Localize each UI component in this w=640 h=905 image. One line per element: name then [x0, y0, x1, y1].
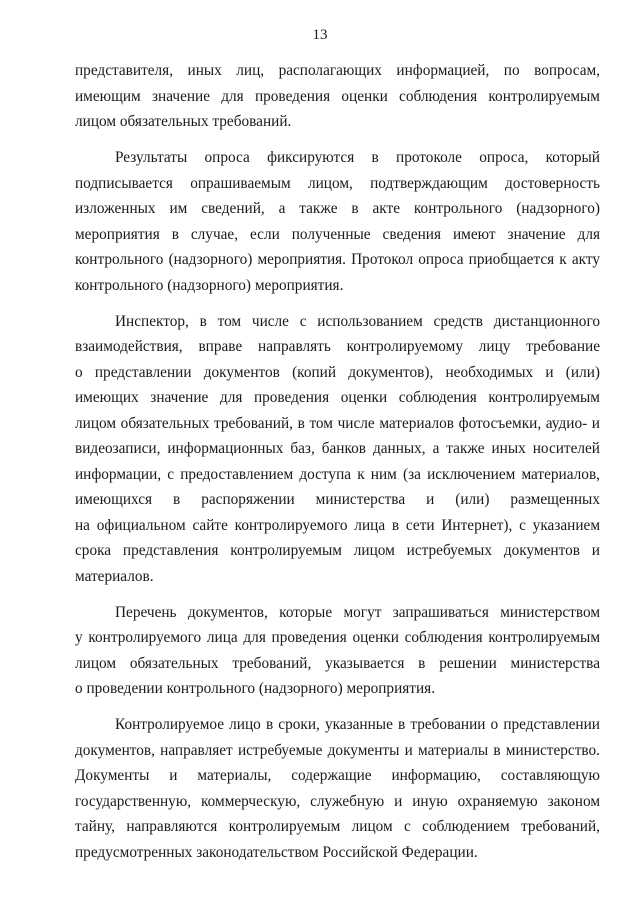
- text-line: контрольного (надзорного) мероприятия. Протокол опроса приобщается к акту: [75, 251, 600, 268]
- paragraph-3: [75, 309, 600, 590]
- text-line: имеющим значение для проведения оценки соблюдения контролируемым: [75, 87, 600, 105]
- text-line: лицом обязательных требований, указывается в решении министерства: [75, 654, 600, 672]
- text-line: видеозаписи, информационных баз, банков данных, а также иных носителей: [75, 440, 600, 457]
- text-line: срока представления контролируемым лицом истребуемых документов и: [75, 542, 600, 559]
- text-line: Перечень документов, которые могут запрашиваться министерством: [115, 603, 600, 621]
- text-line: мероприятия в случае, если полученные сведения имеют значение для: [75, 225, 600, 243]
- text-line: подписывается опрашиваемым лицом, подтверждающим достоверность: [75, 174, 600, 192]
- text-line: предусмотренных законодательством Российской Федерации.: [75, 843, 478, 861]
- document-body: [75, 58, 600, 876]
- text-line: имеющих значение для проведения оценки соблюдения контролируемым: [75, 389, 600, 406]
- text-line: государственную, коммерческую, служебную и иную охраняемую законом: [75, 792, 600, 810]
- text-line: контрольного (надзорного) мероприятия.: [75, 276, 344, 294]
- text-line: имеющихся в распоряжении министерства и (или) размещенных: [75, 491, 600, 508]
- text-line: у контролируемого лица для проведения оценки соблюдения контролируемым: [75, 629, 600, 646]
- text-line: Инспектор, в том числе с использованием средств дистанционного: [115, 312, 600, 330]
- text-line: о представлении документов (копий документов), необходимых и (или): [75, 363, 600, 381]
- text-line: изложенных им сведений, а также в акте контрольного (надзорного): [75, 200, 600, 217]
- text-line: представителя, иных лиц, располагающих информацией, по вопросам,: [75, 62, 600, 79]
- text-line: лицом обязательных требований.: [75, 113, 292, 130]
- text-line: о проведении контрольного (надзорного) мероприятия.: [75, 680, 436, 697]
- paragraph-4: [75, 600, 600, 702]
- text-line: документов, направляет истребуемые документы и материалы в министерство.: [75, 741, 600, 759]
- paragraph-2: [75, 145, 600, 298]
- text-line: на официальном сайте контролируемого лица в сети Интернет), с указанием: [75, 516, 600, 534]
- text-line: тайну, направляются контролируемым лицом с соблюдением требований,: [75, 818, 600, 835]
- paragraph-1: [75, 58, 600, 135]
- text-line: Результаты опроса фиксируются в протоколе опроса, который: [115, 149, 600, 166]
- text-line: Контролируемое лицо в сроки, указанные в требовании о представлении: [115, 716, 600, 733]
- text-line: материалов.: [75, 567, 154, 585]
- page-number: 13: [312, 27, 328, 43]
- text-line: взаимодействия, вправе направлять контролируемому лицу требование: [75, 338, 600, 355]
- text-line: Документы и материалы, содержащие информацию, составляющую: [75, 767, 600, 784]
- paragraph-5: [75, 712, 600, 865]
- text-line: лицом обязательных требований, в том числе материалов фотосъемки, аудио- и: [75, 414, 600, 432]
- text-line: информации, с предоставлением доступа к ним (за исключением материалов,: [75, 465, 600, 483]
